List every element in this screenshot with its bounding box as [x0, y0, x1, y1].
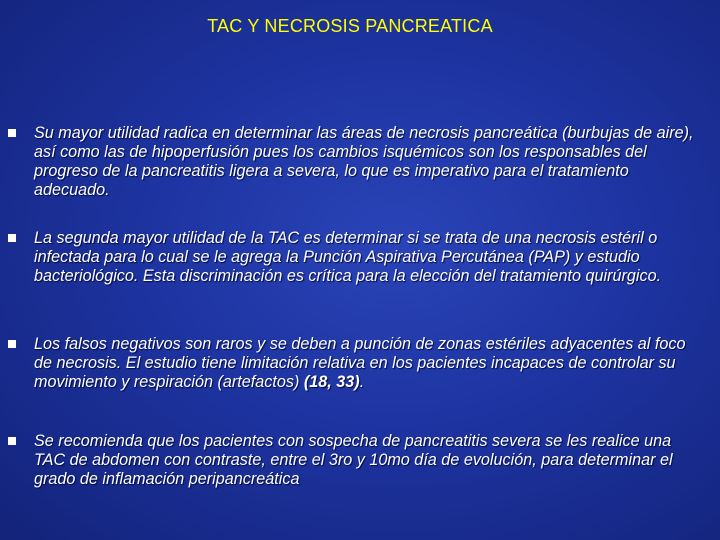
bullet-text: Su mayor utilidad radica en determinar las áreas de necrosis pancreática (burbujas de aire), así como las de hipoperfusión pues los cambios isquémicos son los responsables del progreso de la pancreatitis ligera a severa, lo que es imperativo para el tratamiento adecuado. [34, 124, 694, 199]
bullet-text [34, 335, 699, 392]
square-bullet-icon [8, 129, 16, 137]
square-bullet-icon [8, 340, 16, 348]
bullet-text: Se recomienda que los pacientes con sospecha de pancreatitis severa se les realice una TAC de abdomen con contraste, entre el 3ro y 10mo día de evolución, para determinar el grado de inflamación peripancreática [34, 432, 673, 488]
square-bullet-icon [8, 437, 16, 445]
bullet-text-tail: . [359, 373, 365, 391]
citation-reference: (18, 33) [303, 373, 360, 391]
bullet-text: La segunda mayor utilidad de la TAC es determinar si se trata de una necrosis estéril o infectada para lo cual se le agrega la Punción Aspirativa Percutánea (PAP) y estudio bacteriológico. Esta discriminación es crítica para la elección del tratamiento quirúrgico. [34, 229, 662, 285]
square-bullet-icon [8, 234, 16, 242]
slide-title: TAC Y NECROSIS PANCREATICA [207, 16, 493, 36]
bullet-text-main: Los falsos negativos son raros y se deben a punción de zonas estériles adyacentes al foco de necrosis. El estudio tiene limitación relativa en los pacientes incapaces de controlar su movimiento y respiración (artefactos) [34, 335, 686, 391]
